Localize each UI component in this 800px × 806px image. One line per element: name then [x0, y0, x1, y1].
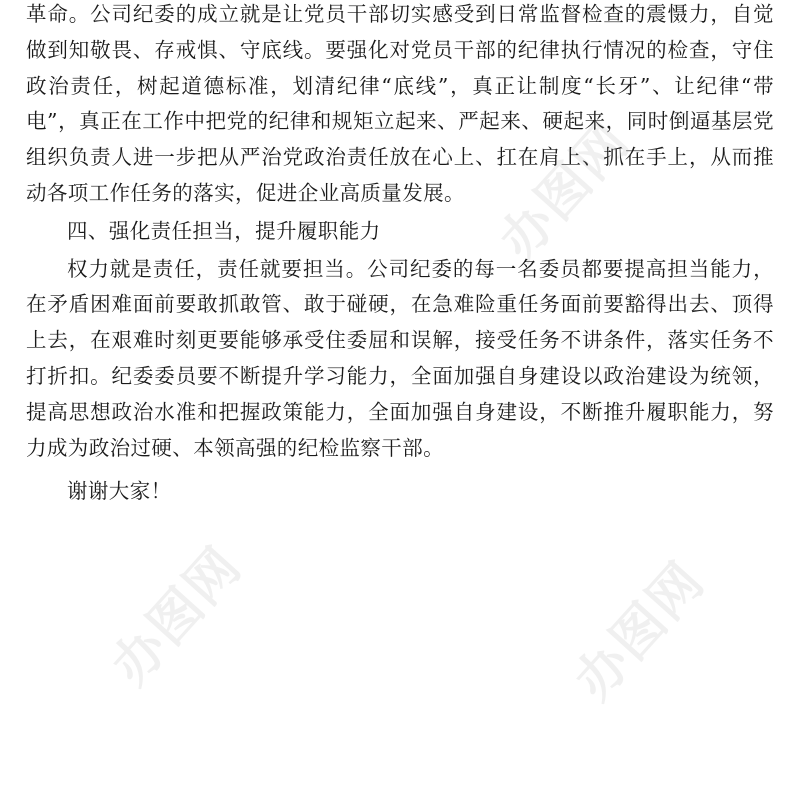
watermark-logo: 办图网	[488, 110, 642, 272]
closing-thanks: 谢谢大家！	[67, 479, 172, 504]
paragraph-continued: 革命。公司纪委的成立就是让党员干部切实感受到日常监督检查的震慑力，自觉做到知敬畏、存戒惧、守底线。要强化对党员干部的纪律执行情况的检查，守住政治责任，树起道德标准，划清纪律“底线”，真正让制度“长牙”、让纪律“带电”，真正在工作中把党的纪律和规矩立起来、严起来、硬起来，同时倒逼基层党组织负责人进一步把从严治党政治责任放在心上、扛在肩上、抓在手上，从而推动各项工作任务的落实，促进企业高质量发展。	[26, 2, 774, 205]
paragraph-responsibility: 权力就是责任，责任就要担当。公司纪委的每一名委员都要提高担当能力，在矛盾困难面前要敢抓敢管、敢于碰硬，在急难险重任务面前要豁得出去、顶得上去，在艰难时刻更要能够承受住委屈和误解，接受任务不讲条件，落实任务不打折扣。纪委委员要不断提升学习能力，全面加强自身建设以政治建设为统领，提高思想政治水准和把握政策能力，全面加强自身建设，不断推升履职能力，努力成为政治过硬、本领高强的纪检监察干部。	[26, 256, 774, 460]
section-heading-four: 四、强化责任担当，提升履职能力	[67, 218, 381, 243]
watermark-logo: 办图网	[100, 535, 254, 697]
document-body	[26, 0, 774, 510]
watermark-logo: 办图网	[563, 550, 717, 712]
